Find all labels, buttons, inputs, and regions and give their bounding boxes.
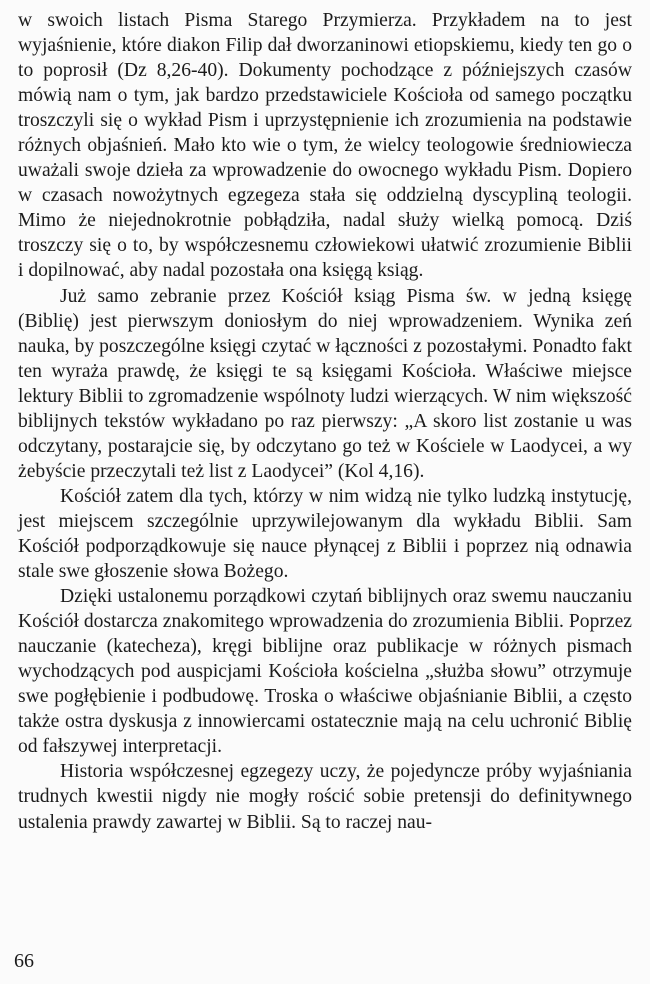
paragraph-2: Już samo zebranie przez Kościół ksiąg Pisma św. w jedną księgę (Biblię) jest pierwszym doniosłym do niej wprowadzeniem. Wynika zeń nauka, by poszczególne księgi czytać w łączności z pozostałymi. Ponadto fakt ten wyraża prawdę, że księgi te są księgami Kościoła. Właściwe miejsce lektury Biblii to zgromadzenie wspólnoty ludzi wierzących. W nim większość biblijnych tekstów wykładano po raz pierwszy: „A skoro list zostanie u was odczytany, postarajcie się, by odczytano go też w Kościele w Laodycei, a wy żebyście przeczytali też list z Laodycei” (Kol 4,16). [18, 285, 632, 482]
body-text [18, 8, 632, 835]
paragraph-4: Dzięki ustalonemu porządkowi czytań biblijnych oraz swemu nauczaniu Kościół dostarcza znakomitego wprowadzenia do zrozumienia Biblii. Poprzez nauczanie (katecheza), kręgi biblijne oraz publikacje w różnych pismach wychodzących pod auspicjami Kościoła kościelna „służba słowu” otrzymuje swe pogłębienie i podbudowę. Troska o właściwe objaśnianie Biblii, a często także ostra dyskusja z innowiercami ostatecznie mają na celu uchronić Biblię od fałszywej interpretacji. [18, 586, 632, 758]
paragraph-3: Kościół zatem dla tych, którzy w nim widzą nie tylko ludzką instytucję, jest miejscem szczególnie uprzywilejowanym dla wykładu Biblii. Sam Kościół podporządkowuje się nauce płynącej z Biblii i poprzez nią odnawia stale swe głoszenie słowa Bożego. [18, 485, 632, 583]
paragraph-1: w swoich listach Pisma Starego Przymierza. Przykładem na to jest wyjaśnienie, które diakon Filip dał dworzaninowi etiopskiemu, kiedy ten go o to poprosił (Dz 8,26-40). Dokumenty pochodzące z późniejszych czasów mówią nam o tym, jak bardzo przedstawiciele Kościoła od samego początku troszczyli się o wykład Pism i uprzystępnienie ich zrozumienia na podstawie różnych objaśnień. Mało kto wie o tym, że wielcy teologowie średniowiecza uważali swoje dzieła za wprowadzenie do owocnego wykładu Pism. Dopiero w czasach nowożytnych egzegeza stała się oddzielną dyscypliną teologii. Mimo że niejednokrotnie pobłądziła, nadal służy wielką pomocą. Dziś troszczy się o to, by współczesnemu człowiekowi ułatwić zrozumienie Biblii i dopilnować, aby nadal pozostała ona księgą ksiąg. [18, 10, 632, 282]
page-number: 66 [14, 950, 34, 972]
paragraph-5: Historia współczesnej egzegezy uczy, że pojedyncze próby wyjaśniania trudnych kwestii nigdy nie mogły rościć sobie pretensji do definitywnego ustalenia prawdy zawartej w Biblii. Są to raczej nau- [18, 761, 632, 833]
